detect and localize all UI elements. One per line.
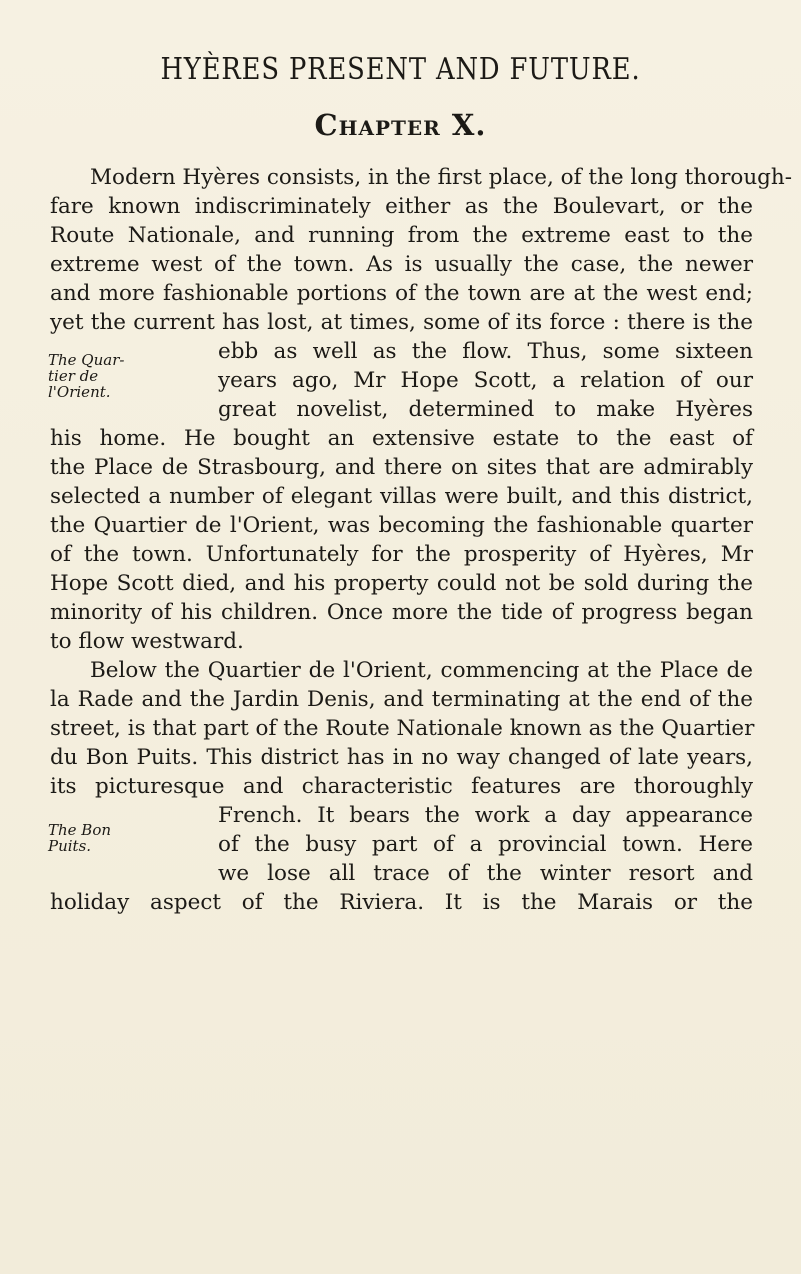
margin-note-line: l'Orient.	[48, 383, 111, 401]
text-line: of the busy part of a provincial town. Here	[218, 832, 753, 857]
text-line: Modern Hyères consists, in the first place, of the long thorough-	[90, 165, 793, 190]
text-line: its picturesque and characteristic features are thoroughly	[50, 774, 753, 799]
text-line: street, is that part of the Route Nationale known as the Quartier	[50, 716, 755, 741]
text-line: we lose all trace of the winter resort and	[218, 861, 753, 886]
text-line: years ago, Mr Hope Scott, a relation of our	[218, 368, 753, 393]
text-line: la Rade and the Jardin Denis, and terminating at the end of the	[50, 687, 753, 712]
margin-note-line: tier de	[48, 367, 99, 385]
text-line: French. It bears the work a day appearance	[218, 803, 753, 828]
text-line: Route Nationale, and running from the extreme east to the	[50, 223, 753, 248]
text-line: great novelist, determined to make Hyères	[218, 397, 753, 422]
text-line: his home. He bought an extensive estate to the east of	[50, 426, 753, 451]
text-line: the Place de Strasbourg, and there on sites that are admirably	[50, 455, 753, 480]
text-line: holiday aspect of the Riviera. It is the Marais or the	[50, 890, 753, 915]
text-line: fare known indiscriminately either as the Boulevart, or the	[50, 194, 753, 219]
text-line: ebb as well as the flow. Thus, some sixteen	[218, 339, 753, 364]
running-title: HYÈRES PRESENT AND FUTURE.	[160, 52, 641, 87]
text-line: and more fashionable portions of the town are at the west end;	[50, 281, 753, 306]
text-line: Below the Quartier de l'Orient, commencing at the Place de	[90, 658, 753, 683]
margin-note-line: The Quar-	[48, 351, 125, 369]
text-line: the Quartier de l'Orient, was becoming the fashionable quarter	[50, 513, 753, 538]
margin-note-line: Puits.	[48, 837, 92, 855]
text-line: minority of his children. Once more the tide of progress began	[50, 600, 753, 625]
text-line: selected a number of elegant villas were built, and this district,	[50, 484, 753, 509]
text-line: to flow westward.	[50, 629, 244, 654]
chapter-heading: Chapter X.	[314, 108, 487, 142]
margin-note-quartier-orient	[48, 352, 138, 400]
text-line: Hope Scott died, and his property could not be sold during the	[50, 571, 753, 596]
text-line: du Bon Puits. This district has in no way changed of late years,	[50, 745, 753, 770]
text-line: of the town. Unfortunately for the prosperity of Hyères, Mr	[50, 542, 753, 567]
text-line: yet the current has lost, at times, some of its force : there is the	[50, 310, 753, 335]
margin-note-line: The Bon	[48, 821, 112, 839]
text-line: extreme west of the town. As is usually the case, the newer	[50, 252, 753, 277]
margin-note-bon-puits	[48, 822, 138, 854]
